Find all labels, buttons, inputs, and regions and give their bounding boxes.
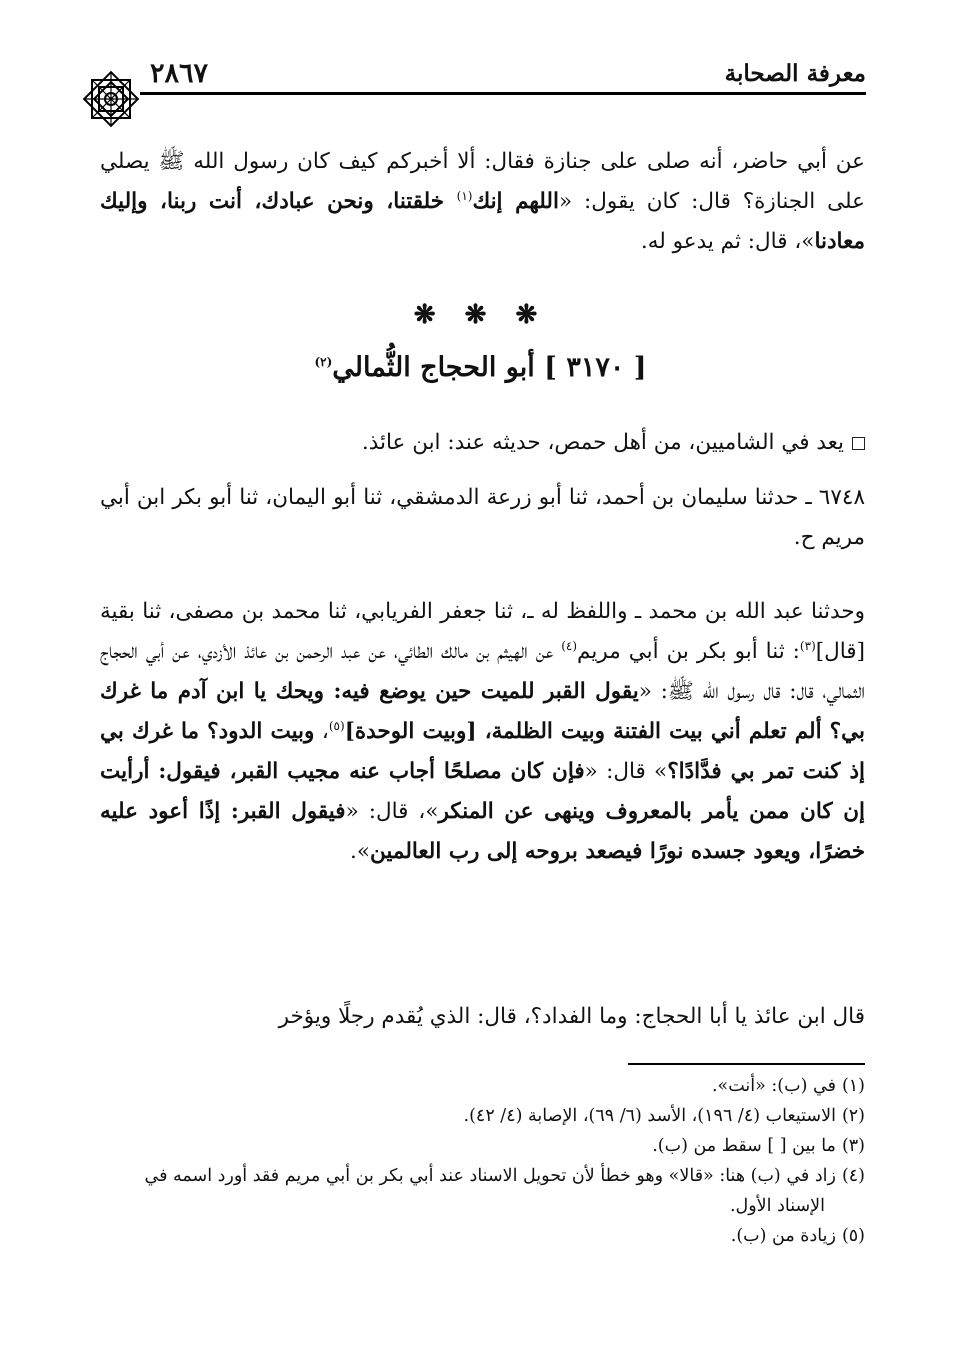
entry-heading — [0, 352, 961, 383]
p4-text-5: » قال: « — [584, 759, 668, 784]
entry-desc-text: يعد في الشاميين، من أهل حمص، حديثه عند: ابن عائذ. — [361, 430, 844, 455]
footnote-number: (٤) — [841, 1166, 865, 1186]
page-number: ٢٨٦٧ — [150, 58, 209, 89]
footnote-text: الاستيعاب (٤/ ١٩٦)، الأسد (٦/ ٦٩)، الإصابة (٤/ ٤٢). — [463, 1106, 836, 1126]
footnote-ref-5[interactable]: (٥) — [328, 718, 345, 733]
footnote-4 — [100, 1161, 865, 1221]
header-rule — [140, 92, 866, 95]
footnote-number: (٣) — [841, 1136, 865, 1156]
p1-text-1: عن أبي حاضر، أنه صلى على جنازة فقال: ألا أخبركم كيف كان رسول الله ﷺ يصلي على الجنازة؟ قال: كان يقول: « — [100, 149, 865, 214]
p4-text-1: وحدثنا عبد الله بن محمد ـ واللفظ له ـ، ثنا جعفر الفريابي، ثنا محمد بن مصفى، ثنا بقية [قال] — [100, 599, 865, 664]
closing-paragraph: قال ابن عائذ يا أبا الحجاج: وما الفداد؟، قال: الذي يُقدم رجلًا ويؤخر — [278, 1004, 865, 1029]
p4-bold-2: وبيت الدود؟ ما غرك بي إذ كنت تمر بي فدَّادًا؟ — [100, 719, 865, 784]
square-bullet-icon — [852, 437, 865, 450]
footnote-ref-3[interactable]: (٣) — [799, 638, 816, 653]
footnote-text: زيادة من (ب). — [730, 1226, 836, 1246]
p1-text-2: »، قال: ثم يدعو له. — [640, 229, 815, 254]
p4-bold-4: فيقول القبر: إذًا أعود عليه خضرًا، ويعود جسده نورًا فيصعد بروحه إلى رب العالمين — [100, 799, 865, 864]
hadith-text-paragraph — [100, 592, 865, 872]
footnote-continuation: الإسناد الأول. — [729, 1196, 825, 1216]
p4-bold-1: يقول القبر للميت حين يوضع فيه: ويحك يا ابن آدم ما غرك بي؟ ألم تعلم أني بيت الفتنة وبيت الظلمة، [وبيت الوحدة] — [100, 679, 865, 744]
octagram-ornament-icon — [80, 68, 142, 130]
footnote-5 — [100, 1221, 865, 1251]
footnote-ref-1[interactable]: (١) — [456, 188, 473, 203]
entry-description — [100, 423, 865, 463]
footnote-text: في (ب): «أنت». — [711, 1076, 836, 1096]
section-separator: ❋ ❋ ❋ — [413, 300, 548, 330]
footnote-ref-4[interactable]: (٤) — [561, 638, 578, 653]
footnote-2 — [100, 1101, 865, 1131]
p4-text-4: ، — [314, 719, 329, 744]
footnote-rule — [628, 1063, 865, 1065]
p4-text-7: ». — [350, 839, 371, 864]
footnote-text: ما بين [ ] سقط من (ب). — [652, 1136, 836, 1156]
footnote-3 — [100, 1131, 865, 1161]
p4-bold-3: فإن كان مصلحًا أجاب عنه مجيب القبر، فيقول: أرأيت إن كان ممن يأمر بالمعروف وينهى عن المنكر — [100, 759, 866, 824]
footnote-text: زاد في (ب) هنا: «قالا» وهو خطأ لأن تحويل الاسناد عند أبي بكر بن أبي مريم فقد أورد اسمه في — [144, 1166, 836, 1186]
p1-bold-2: خلقتنا، ونحن عبادك، أنت ربنا، وإليك معادنا — [100, 189, 865, 254]
p4-text-2: : ثنا أبو بكر بن أبي مريم — [577, 639, 800, 664]
footnote-number: (١) — [841, 1076, 865, 1096]
hadith-chain-paragraph: ٦٧٤٨ ـ حدثنا سليمان بن أحمد، ثنا أبو زرعة الدمشقي، ثنا أبو اليمان، ثنا أبو بكر ابن أبي مريم ح. — [100, 485, 865, 550]
p1-bold-1: اللهم إنك — [472, 189, 559, 214]
p4-text-6: »، قال: « — [345, 799, 439, 824]
p4-text-3: عن الهيثم بن مالك الطائي، عن عبد الرحمن بن عائذ الأزدي، عن أبي الحجاج الثمالي، قال: قال رسول الله ﷺ: « — [100, 639, 866, 704]
book-title: معرفة الصحابة — [724, 60, 866, 87]
footnote-number: (٢) — [841, 1106, 865, 1126]
footnote-number: (٥) — [841, 1226, 865, 1246]
opening-paragraph — [100, 142, 865, 262]
footnote-ref-2[interactable]: (٢) — [314, 355, 333, 369]
entry-title-text: [ ٣١٧٠ ] أبو الحجاج الثُّمالي — [332, 352, 647, 383]
footnote-1 — [100, 1071, 865, 1101]
footnotes — [100, 1071, 865, 1251]
